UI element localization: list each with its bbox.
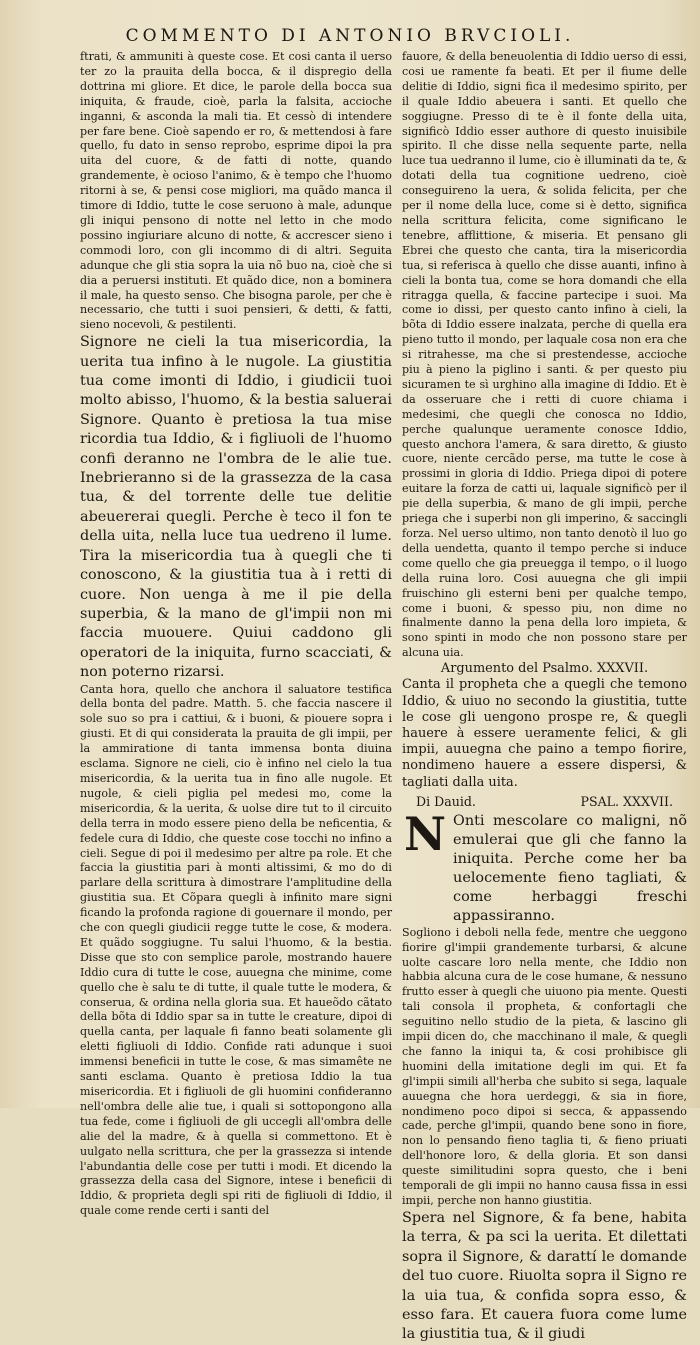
left-column bbox=[80, 50, 392, 1218]
commentary-paragraph: Sogliono i deboli nella fede, mentre che ueggono fiorire gl'impii grandemente turbarsi, & alcune uolte cascare loro nella mente, che Iddio non habbia alcuna cura de le cose humane, & nessuno frutto esser à quegli che uiuono pia mente. Questi tali consola il propheta, & confortagli che seguitino nello studio de la pieta, & lascino gli impii dicen do, che macchinano il male, & quegli che fanno la iniqui ta, & cosi prohibisce gli huomini della imitatione degli im qui. Et fa gl'impii simili all'herba che subito si sega, laquale auuegna che hora uerdeggi, & sia in fiore, nondimeno poco dipoi si secca, & appassendo cade, perche gl'impii, quando bene sono in fiore, non lo pensando fieno taglia ti, & fieno priuati dell'honore loro, & della gloria. Et son dansi queste similitudini sopra questo, che i beni temporali de gli impii no hanno causa fissa in essi impii, perche non hanno giustitia. bbox=[402, 925, 687, 1207]
commentary-paragraph: ftrati, & ammuniti à queste cose. Et cosi canta il uerso ter zo la prauita della bocca, & il dispregio della dottrina mi gliore. Et dice, le parole della bocca sua iniquita, & fraude, cioè, parla la falsita, accioche inganni, & asconda la mali tia. Et cessò di intendere per fare bene. Cioè sapendo er ro, & mettendosi à fare quello, fu dato in senso reprobo, esprime dipoi la pra uita del cuore, & de fatti di notte, quando grandemente, è ocioso l'animo, & è tempo che l'huomo ritorni à se, & pensi cose migliori, ma quãdo manca il timore di Iddio, tutte le cose seruono à male, adunque gli iniqui pensono di notte nel letto in che modo possino ingiuriare alcuno di notte, & accrescer sieno i commodi loro, con gli incommo di di altri. Seguita adunque che gli stia sopra la uia nõ buo na, cioè che si dia a peruersi instituti. Et quãdo dice, non a bominera il male, ha questo senso. Che bisogna parole, per che è necessario, che tutti i suoi pensieri, & detti, & fatti, sieno nocevoli, & pestilenti. bbox=[80, 50, 392, 332]
psalm-number: PSAL. XXXVII. bbox=[580, 793, 673, 809]
running-title: COMMENTO DI ANTONIO BRVCIOLI. bbox=[125, 26, 575, 46]
commentary-paragraph: Canta hora, quello che anchora il saluatore testifica della bonta del padre. Matth. 5. che faccia nascere il sole suo so pra i cattiui, & i buoni, & piouere sopra i giusti. Et di qui considerata la prauita de gli impii, per la ammiratione di tanta immensa bonta diuina esclama. Signore ne cieli, cio è infino nel cielo la tua misericordia, & la uerita tua in fino alle nugole. Et nugole, & cieli piglia pel medesi mo, come la misericordia, & la uerita, & uolse dire tut to il circuito della terra in modo essere pieno della be neficentia, & fedele cura di Iddio, che queste cose tocchi no infino a cieli. Segue di poi il medesimo per altre pa role. Et che faccia la giustitia pari à monti altissimi, & mo do di parlare della scrittura à dimostrare l'amplitudine della giustitia sua. Et Cõpara quegli à infinito mare signi ficando la profonda ragione di gouernare il mondo, per che con quegli giudicii regge tutte le cose, & modera. Et quãdo soggiugne. Tu salui l'huomo, & la bestia. Disse que sto con semplice parole, mostrando hauere Iddio cura di tutte le cose, auuegna che minime, come quello che è salu te di tutte, il quale tutte le modera, & conserua, & ordina nella gloria sua. Et haueõdo cãtato della bõta di Iddio spar sa in tutte le creature, dipoi di quella canta, per laquale fi fanno beati solamente gli eletti figliuoli di Iddio. Confide rati adunque i suoi immensi beneficii in tutte le cose, & mas simamête ne santi esclama. Quanto è pretiosa Iddio la tua misericordia. Et i figliuoli de gli huomini confideranno nell'ombra delle alie tue, i quali si sottopongono alla tua fede, come i figliuoli de gli uccegli all'ombra delle alie del la madre, & à quella si commettono. Et è uulgato nella scrittura, che per la grassezza si intende l'abundantia delle cose per tutti i modi. Et dicendo la grassezza della casa del Signore, intese i beneficii di Iddio, & proprieta degli spi riti de figliuoli di Iddio, il quale come rende certi i santi del bbox=[80, 682, 392, 1218]
psalm-author: Di Dauid. bbox=[416, 793, 476, 809]
commentary-paragraph: fauore, & della beneuolentia di Iddio uerso di essi, cosi ue ramente fa beati. Et per il fiume delle delitie di Iddio, signi fica il medesimo spirito, per il quale Iddio abeuera i santi. Et quello che soggiugne. Presso di te è il fonte della uita, significò Iddio esser authore di questo inuisibile spirito. Il che disse nella sequente parte, nella luce tua uedranno il lume, cio è illuminati da te, & dotati della tua cognitione uedreno, cioè conseguireno la uera, & solida felicita, per che per il nome della luce, come si è detto, significa nella scrittura felicita, come significano le tenebre, afflittione, & miseria. Et pensano gli Ebrei che questo che canta, tira la misericordia tua, si referisca à quello che disse auanti, infino à cieli la bonta tua, come se hora domandi che ella ritragga quella, & faccine partecipe i suoi. Ma come io dissi, per questo canto infino à cieli, la bõta di Iddio essere inalzata, perche di quella era pieno tutto il mondo, per laquale cosa non era che si ritrahesse, ma che si prestendesse, accioche piu à pieno la piglino i santi. & per questo piu sicuramen te sì urghino alla imagine di Iddio. Et è da osseruare che i retti di cuore chiama i medesimi, che quegli che conosca no Iddio, perche qualunque ueramente conosce Iddio, questo anchora l'amera, & sara diretto, & giusto cuore, niente cercãdo perse, ma tutte le cose à prossimi in gloria di Iddio. Priega dipoi di potere euitare la forza de catti ui, laquale significò per il pie della superbia, & mano de gli impii, perche priega che i superbi non gli imperino, & saccingli forza. Nel uerso ultimo, non tanto denotò il luo go della uendetta, quanto il tempo perche si induce come quello che gia preuegga il tempo, o il luogo della ruina loro. Cosi auuegna che gli impii fruischino gli esterni beni per qualche tempo, come i buoni, & spesso piu, non dime no finalmente danno la pena della loro impieta, & sono spinti in modo che non possono stare per alcuna uia. bbox=[402, 50, 688, 660]
psalm-verse: Spera nel Signore, & fa bene, habita la terra, & pa sci la uerita. Et dilettati sopra il Signore, & darattí le domande del tuo cuore. Riuolta sopra il Signo re la uia tua, & confida sopra esso, & esso fara. Et cauera fuora come lume la giustitia tua, & il giudi bbox=[402, 1209, 687, 1343]
psalm-opening-verse: Onti mescolare co maligni, nõ emulerai que gli che fanno la iniquita. Perche come her ba uelocemente fieno tagliati, & come herbaggi freschi appassiranno. bbox=[453, 812, 687, 924]
psalm-verse: Signore ne cieli la tua misericordia, la uerita tua infino à le nugole. La giustitia tua come imonti di Iddio, i giudicii tuoi molto abisso, l'huomo, & la bestia saluerai Signore. Quanto è pretiosa la tua mise ricordia tua Iddio, & i figliuoli de l'huomo confi deranno ne l'ombra de le alie tue. Inebrieranno si de la grassezza de la casa tua, & del torrente delle tue delitie abeuererai quegli. Perche è teco il fon te della uita, nella luce tua uedreno il lume. Tira la misericordia tua à quegli che ti conoscono, & la giustitia tua à i retti di cuore. Non uenga à me il pie della superbia, & la mano de gl'impii non mi faccia muouere. Quiui caddono gli operatori de la iniquita, furno scacciati, & non poterno rizarsi. bbox=[80, 334, 392, 681]
drop-cap: N bbox=[404, 806, 447, 861]
right-column bbox=[402, 50, 688, 1343]
psalm-opening-block bbox=[402, 806, 687, 926]
argument-text: Canta il propheta che a quegli che temono Iddio, & uiuo no secondo la giustitia, tutte le cose gli uengono prospe re, & quegli hauere à essere ueramente felici, & gli impii, auuegna che paino a tempo fiorire, nondimeno hauere a essere dispersi, & tagliati dalla uita. bbox=[402, 677, 687, 790]
argument-title: Argumento del Psalmo. XXXVII. bbox=[440, 661, 649, 677]
